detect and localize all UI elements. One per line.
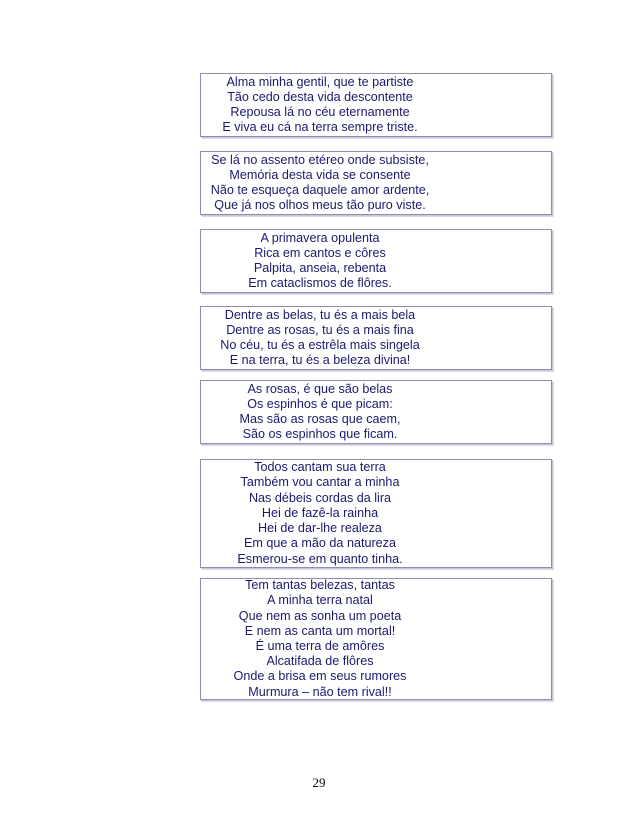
stanza-7 [200,578,552,700]
verse-line: Rica em cantos e côres [254,245,386,260]
verse-line: Repousa lá no céu eternamente [230,105,410,119]
stanza-5 [200,380,552,444]
verse-line: E nem as canta um mortal! [244,623,396,638]
verse-line: Alcatifada de flôres [266,654,374,669]
verse-line: Tão cedo desta vida descontente [227,89,413,104]
stanza-2 [200,151,552,215]
verse-line: Que já nos olhos meus tão puro viste. [214,198,426,213]
page-number: 29 [312,775,326,790]
verse-line: Não te esqueça daquele amor ardente, [210,183,430,197]
verse-line: Mas são as rosas que caem, [239,412,401,426]
verse-line: Memória desta vida se consente [229,167,411,182]
verse-line: Esmerou-se em quanto tinha. [237,551,403,566]
verse-line: Se lá no assento etéreo onde subsiste, [211,152,429,167]
stanza-4 [200,306,552,370]
verse-line: Hei de fazê-la rainha [261,505,379,520]
verse-line: As rosas, é que são belas [247,381,393,396]
verse-line: Em cataclismos de flôres. [248,276,392,291]
verse-line: E viva eu cá na terra sempre triste. [222,120,418,135]
verse-line: Onde a brisa em seus rumores [233,669,407,684]
verse-line: São os espinhos que ficam. [242,427,398,442]
stanza-6 [200,459,552,568]
verse-line: Palpita, anseia, rebenta [253,261,387,275]
verse-line: Todos cantam sua terra [254,460,386,475]
verse-line: Hei de dar-lhe realeza [258,521,382,536]
verse-line: Também vou cantar a minha [240,475,400,490]
verse-line: Que nem as sonha um poeta [238,608,402,623]
verse-line: Em que a mão da natureza [244,536,396,551]
verse-line: E na terra, tu és a beleza divina! [229,353,411,368]
verse-line: Dentre as belas, tu és a mais bela [224,307,416,322]
verse-line: Murmura – não tem rival!! [248,684,392,699]
verse-line: A primavera opulenta [260,230,380,245]
stanza-3 [200,229,552,293]
stanza-1 [200,73,552,137]
verse-line: No céu, tu és a estrêla mais singela [220,338,420,352]
verse-line: Os espinhos é que picam: [247,396,393,411]
verse-line: Tem tantas belezas, tantas [245,578,395,593]
verse-line: Nas débeis cordas da lira [248,490,392,505]
verse-line: A minha terra natal [267,593,373,608]
verse-line: Dentre as rosas, tu és a mais fina [226,322,414,337]
verse-line: Alma minha gentil, que te partiste [226,74,414,89]
verse-line: É uma terra de amôres [255,639,385,653]
